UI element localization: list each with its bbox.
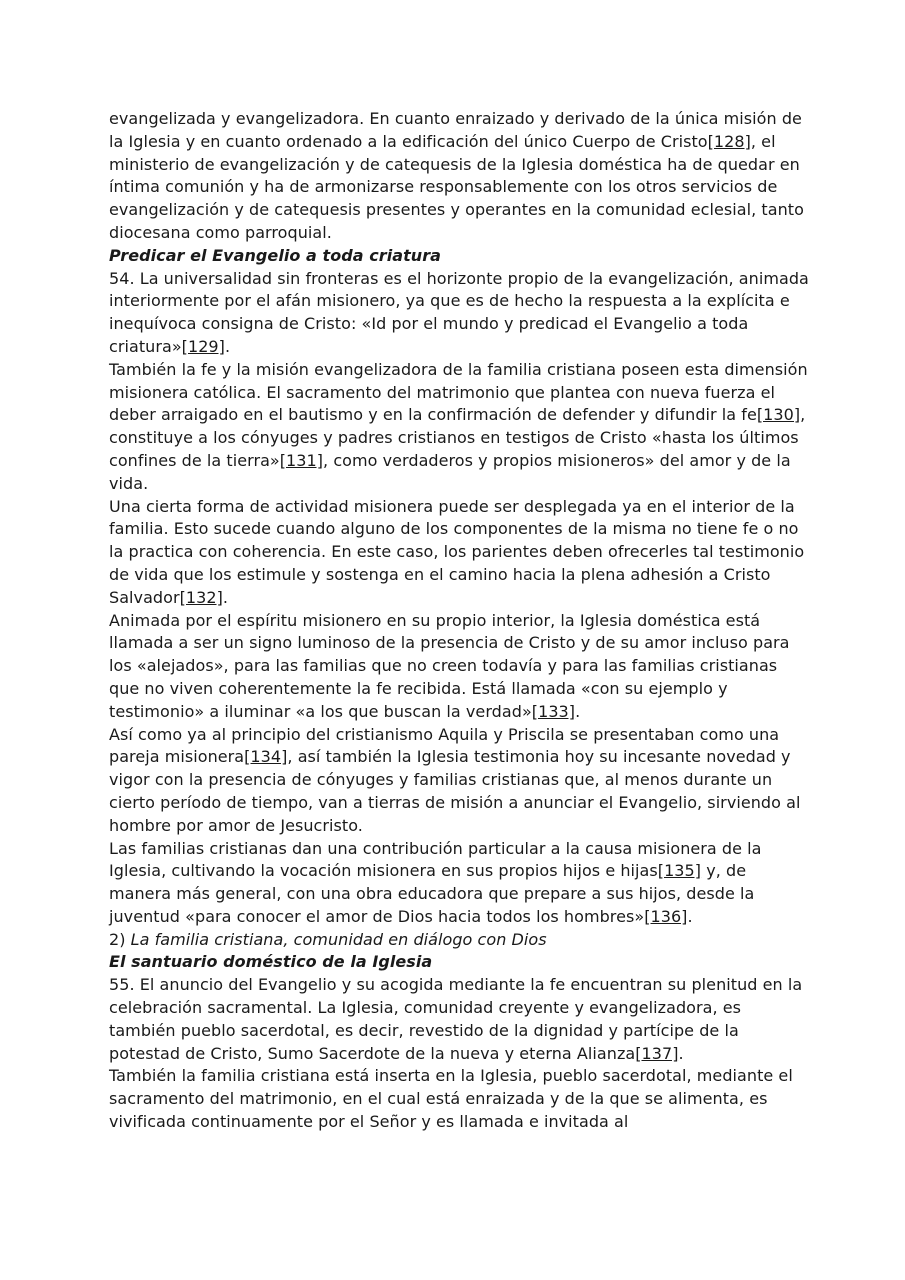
paragraph [109, 359, 809, 496]
text-run: . [222, 587, 229, 607]
footnote-link[interactable]: [136] [644, 906, 688, 926]
footnote-link[interactable]: [131] [279, 450, 324, 470]
text-run: 54. La universalidad sin fronteras es el horizonte propio de la evangelización, animada interiormente por el afán misionero, ya que es de hecho la respuesta a la explícita e inequívoca consigna de Cristo: «Id por el mundo y predicad el Evangelio a toda criatura» [109, 268, 809, 356]
text-run: 55. El anuncio del Evangelio y su acogida mediante la fe encuentran su plenitud en la celebración sacramental. La Iglesia, comunidad creyente y evangelizadora, es también pueblo sacerdotal, es decir, revestido de la dignidad y partícipe de la potestad de Cristo, Sumo Sacerdote de la nueva y eterna Alianza [109, 975, 803, 1063]
paragraph [109, 1065, 809, 1133]
paragraph [109, 724, 809, 838]
footnote-link[interactable]: [130] [756, 405, 801, 425]
text-run: 2) [109, 929, 131, 949]
paragraph [109, 108, 809, 245]
footnote-link[interactable]: [132] [179, 587, 223, 607]
text-run: , constituye a los cónyuges y padres cristianos en testigos de Cristo «hasta los últimos confines de la tierra» [109, 405, 806, 470]
paragraph [109, 974, 809, 1065]
text-run: . [687, 906, 693, 926]
italic-text: La familia cristiana, comunidad en diálogo con Dios [130, 929, 547, 949]
footnote-link[interactable]: [129] [181, 336, 225, 356]
text-run: . [224, 336, 231, 356]
document-page [109, 108, 809, 1134]
text-run: . [678, 1043, 684, 1063]
text-run: Una cierta forma de actividad misionera puede ser desplegada ya en el interior de la familia. Esto sucede cuando alguno de los componentes de la misma no tiene fe o no la practica con coherencia. En este caso, los parientes deben ofrecerles tal testimonio de vida que los estimule y sostenga en el camino hacia la plena adhesión a Cristo Salvador [109, 496, 805, 607]
text-run: Predicar el Evangelio a toda criatura [109, 245, 442, 265]
text-run: , así también la Iglesia testimonia hoy su incesante novedad y vigor con la presencia de cónyuges y familias cristianas que, al menos durante un cierto período de tiempo, van a tierras de misión a anunciar el Evangelio, sirviendo al hombre por amor de Jesucristo. [109, 747, 801, 835]
footnote-link[interactable]: [135] [657, 861, 702, 881]
paragraph [109, 268, 809, 359]
paragraph [109, 610, 809, 724]
paragraph [109, 929, 809, 952]
footnote-link[interactable]: [128] [707, 131, 751, 151]
footnote-link[interactable]: [134] [244, 747, 288, 767]
text-run: También la familia cristiana está inserta en la Iglesia, pueblo sacerdotal, mediante el sacramento del matrimonio, en el cual está enraizada y de la que se alimenta, es vivificada continuamente por el Señor y es llamada e invitada al [109, 1066, 793, 1132]
text-run: y, de manera más general, con una obra educadora que prepare a sus hijos, desde la juventud «para conocer el amor de Dios hacia todos los hombres» [109, 861, 755, 926]
section-heading [109, 951, 809, 974]
text-run: , el ministerio de evangelización y de catequesis de la Iglesia doméstica ha de quedar en íntima comunión y ha de armonizarse responsablemente con los otros servicios de evangelización y de catequesis presentes y operantes en la comunidad eclesial, tanto diocesana como parroquial. [109, 131, 804, 242]
text-run: Así como ya al principio del cristianismo Aquila y Priscila se presentaban como una pareja misionera [109, 724, 780, 767]
text-run: . [575, 701, 581, 721]
text-run: Las familias cristianas dan una contribución particular a la causa misionera de la Iglesia, cultivando la vocación misionera en sus propios hijos e hijas [109, 838, 762, 881]
footnote-link[interactable]: [137] [635, 1043, 679, 1063]
footnote-link[interactable]: [133] [531, 701, 576, 721]
text-run: También la fe y la misión evangelizadora de la familia cristiana poseen esta dimensión misionera católica. El sacramento del matrimonio que plantea con nueva fuerza el deber arraigado en el bautismo y en la confirmación de defender y difundir la fe [109, 359, 808, 425]
text-run: , como verdaderos y propios misioneros» del amor y de la vida. [109, 450, 791, 493]
section-heading [109, 245, 809, 268]
text-run: El santuario doméstico de la Iglesia [109, 952, 433, 972]
text-run: evangelizada y evangelizadora. En cuanto enraizado y derivado de la única misión de la Iglesia y en cuanto ordenado a la edificación del único Cuerpo de Cristo [109, 109, 802, 151]
paragraph [109, 496, 809, 610]
text-run: Animada por el espíritu misionero en su propio interior, la Iglesia doméstica está llamada a ser un signo luminoso de la presencia de Cristo y de su amor incluso para los «alejados», para las familias que no creen todavía y para las familias cristianas que no viven coherentemente la fe recibida. Está llamada «con su ejemplo y testimonio» a iluminar «a los que buscan la verdad» [109, 610, 790, 721]
paragraph [109, 838, 809, 929]
